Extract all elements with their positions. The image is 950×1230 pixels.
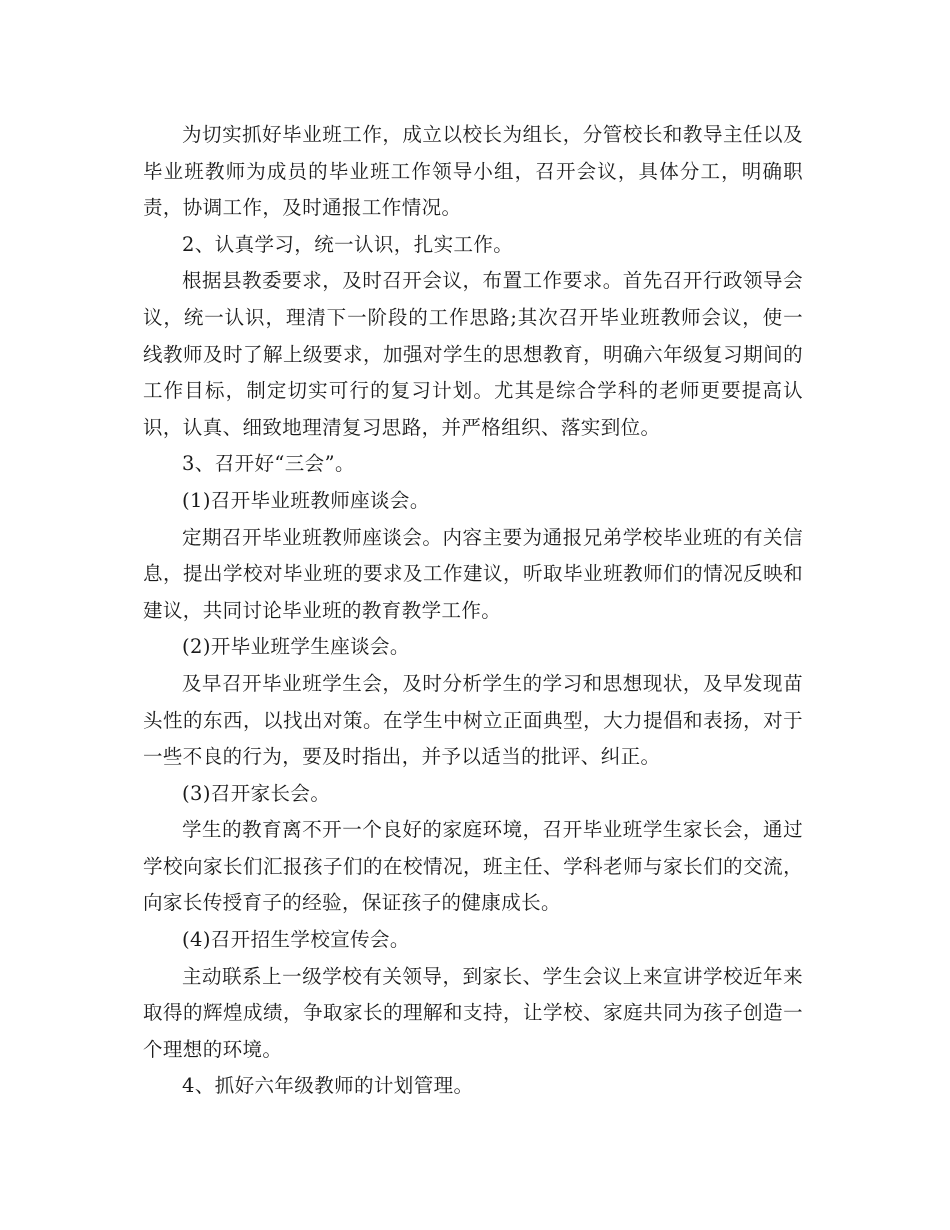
subheading-student-forum: (2)开毕业班学生座谈会。 [182,635,410,659]
document-body [143,117,803,1105]
paragraph-teacher-forum: 定期召开毕业班教师座谈会。内容主要为通报兄弟学校毕业班的有关信息，提出学校对毕业班的要求及工作建议，听取毕业班教师们的情况反映和建议，共同讨论毕业班的教育教学工作。 [143,525,803,622]
heading-three-meetings: 3、召开好“三会”。 [182,452,355,476]
heading-study-unify: 2、认真学习，统一认识，扎实工作。 [182,232,514,256]
paragraph-student-forum: 及早召开毕业班学生会，及时分析学生的学习和思想现状，及早发现苗头性的东西，以找出对策。在学生中树立正面典型，大力提倡和表扬，对于一些不良的行为，要及时指出，并予以适当的批评、纠正。 [143,671,803,769]
paragraph-parent-meeting: 学生的教育离不开一个良好的家庭环境，召开毕业班学生家长会，通过学校向家长们汇报孩子们的在校情况，班主任、学科老师与家长们的交流，向家长传授育子的经验，保证孩子的健康成长。 [143,818,803,915]
paragraph-leadership-group: 为切实抓好毕业班工作，成立以校长为组长，分管校长和教导主任以及毕业班教师为成员的毕业班工作领导小组，召开会议，具体分工，明确职责，协调工作，及时通报工作情况。 [143,123,803,220]
subheading-teacher-forum: (1)召开毕业班教师座谈会。 [182,488,430,512]
heading-plan-management: 4、抓好六年级教师的计划管理。 [182,1074,474,1098]
subheading-enrollment-promo: (4)召开招生学校宣传会。 [182,928,410,952]
paragraph-enrollment-promo: 主动联系上一级学校有关领导，到家长、学生会议上来宣讲学校近年来取得的辉煌成绩，争取家长的理解和支持，让学校、家庭共同为孩子创造一个理想的环境。 [143,964,803,1061]
subheading-parent-meeting: (3)召开家长会。 [182,781,331,805]
paragraph-meetings-requirements: 根据县教委要求，及时召开会议，布置工作要求。首先召开行政领导会议，统一认识，理清下一阶段的工作思路;其次召开毕业班教师会议，使一线教师及时了解上级要求，加强对学生的思想教育，明确六年级复习期间的工作目标，制定切实可行的复习计划。尤其是综合学科的老师更要提高认识，认真、细致地理清复习思路，并严格组织、落实到位。 [143,269,803,439]
